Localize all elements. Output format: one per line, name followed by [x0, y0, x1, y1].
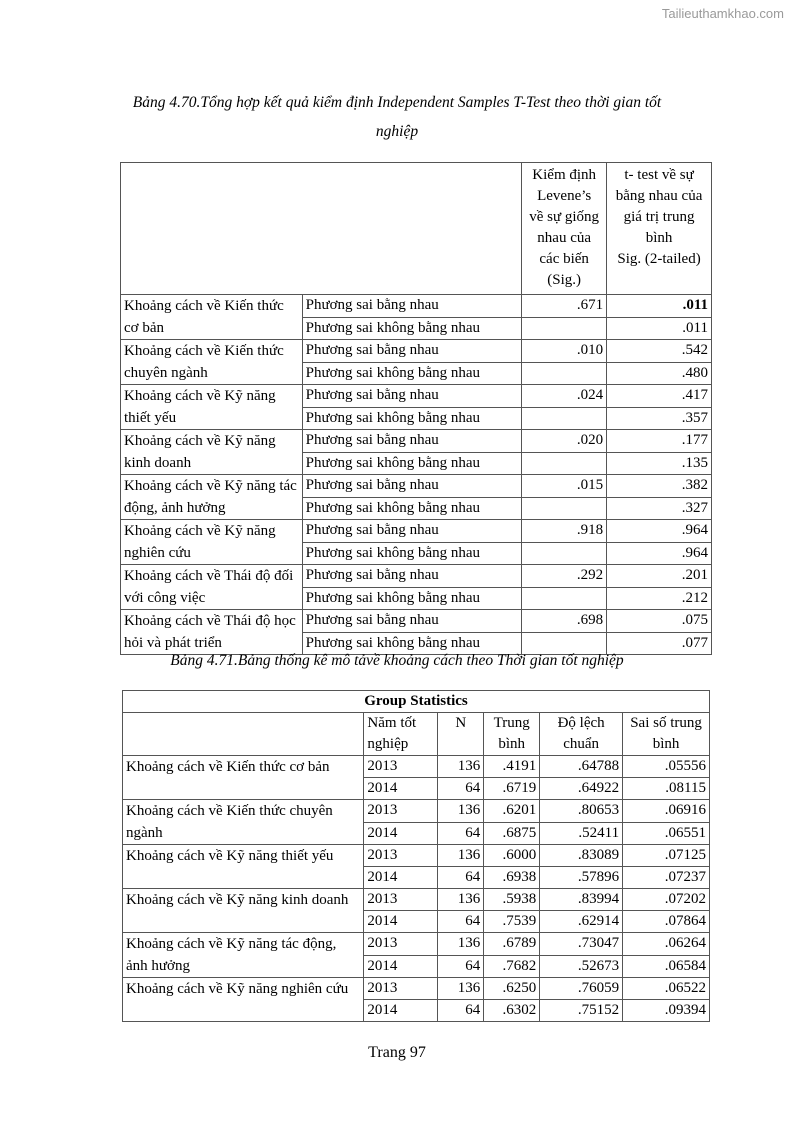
- std-error: .08115: [623, 778, 710, 800]
- header-ttest: [607, 163, 712, 295]
- graduation-year: 2013: [364, 978, 438, 1000]
- column-header: N: [438, 713, 484, 756]
- std-error: .07202: [623, 889, 710, 911]
- ttest-sig: .177: [607, 430, 712, 453]
- table-header-row: [121, 163, 712, 295]
- ttest-sig: .382: [607, 475, 712, 498]
- header-line: t- test về sự: [624, 167, 694, 183]
- graduation-year: 2013: [364, 845, 438, 867]
- group-statistics-title: Group Statistics: [123, 691, 710, 713]
- row-label: Khoảng cách về Thái độ đối với công việc: [121, 565, 303, 610]
- mean: .6938: [484, 867, 540, 889]
- variance-type: Phương sai không bằng nhau: [302, 362, 522, 385]
- row-label: Khoảng cách về Kỹ năng nghiên cứu: [121, 520, 303, 565]
- table-row: [123, 889, 710, 911]
- page-number: Trang 97: [368, 1044, 426, 1061]
- header-line: về sự giống: [529, 209, 600, 225]
- levene-sig: .292: [522, 565, 607, 588]
- table-row: [121, 565, 712, 588]
- row-label: Khoảng cách về Kỹ năng thiết yếu: [123, 845, 364, 889]
- row-label: Khoảng cách về Kiến thức cơ bản: [121, 295, 303, 340]
- std-deviation: .83089: [540, 845, 623, 867]
- header-empty-cell: [121, 163, 522, 295]
- table-row: [123, 978, 710, 1000]
- ttest-sig: .480: [607, 362, 712, 385]
- variance-type: Phương sai bằng nhau: [302, 475, 522, 498]
- group-statistics-table: [122, 690, 710, 1022]
- n-count: 136: [438, 889, 484, 911]
- levene-sig: [522, 362, 607, 385]
- ttest-sig: .542: [607, 340, 712, 363]
- std-deviation: .75152: [540, 1000, 623, 1022]
- header-line: (Sig.): [547, 272, 582, 288]
- std-error: .07237: [623, 867, 710, 889]
- column-header: Độ lệch chuẩn: [540, 713, 623, 756]
- levene-sig: [522, 407, 607, 430]
- variance-type: Phương sai bằng nhau: [302, 610, 522, 633]
- column-header: Trung bình: [484, 713, 540, 756]
- std-deviation: .52411: [540, 822, 623, 845]
- graduation-year: 2014: [364, 778, 438, 800]
- std-error: .06522: [623, 978, 710, 1000]
- variance-type: Phương sai không bằng nhau: [302, 587, 522, 610]
- header-line: các biến: [539, 251, 589, 267]
- variance-type: Phương sai không bằng nhau: [302, 632, 522, 655]
- header-line: Sig. (2-tailed): [617, 251, 701, 267]
- n-count: 136: [438, 978, 484, 1000]
- column-header: Sai số trung bình: [623, 713, 710, 756]
- std-deviation: .80653: [540, 800, 623, 823]
- table-row: [123, 933, 710, 956]
- ttest-sig: .135: [607, 452, 712, 475]
- table-row: [121, 610, 712, 633]
- std-deviation: .64788: [540, 756, 623, 778]
- std-deviation: .83994: [540, 889, 623, 911]
- table-caption-4-70: Bảng 4.70.Tổng hợp kết quả kiểm định Independent Samples T-Test theo thời gian tốt: [132, 94, 662, 111]
- header-line: bình: [645, 230, 673, 246]
- levene-sig: .671: [522, 295, 607, 318]
- ttest-sig: .357: [607, 407, 712, 430]
- n-count: 64: [438, 822, 484, 845]
- variance-type: Phương sai không bằng nhau: [302, 407, 522, 430]
- n-count: 64: [438, 955, 484, 978]
- ttest-sig: .011: [607, 295, 712, 318]
- std-error: .06916: [623, 800, 710, 823]
- ttest-sig: .964: [607, 542, 712, 565]
- mean: .4191: [484, 756, 540, 778]
- table-row: [123, 800, 710, 823]
- levene-sig: [522, 452, 607, 475]
- row-label: Khoảng cách về Kiến thức chuyên ngành: [123, 800, 364, 845]
- variance-type: Phương sai bằng nhau: [302, 430, 522, 453]
- mean: .7539: [484, 911, 540, 933]
- header-line: Levene’s: [537, 188, 592, 204]
- std-error: .05556: [623, 756, 710, 778]
- row-label: Khoảng cách về Thái độ học hỏi và phát triển: [121, 610, 303, 655]
- table-row: [121, 475, 712, 498]
- ttest-sig: .075: [607, 610, 712, 633]
- variance-type: Phương sai bằng nhau: [302, 385, 522, 408]
- graduation-year: 2014: [364, 867, 438, 889]
- n-count: 64: [438, 1000, 484, 1022]
- n-count: 64: [438, 778, 484, 800]
- graduation-year: 2014: [364, 955, 438, 978]
- levene-sig: [522, 587, 607, 610]
- variance-type: Phương sai bằng nhau: [302, 295, 522, 318]
- graduation-year: 2014: [364, 822, 438, 845]
- header-line: giá trị trung: [623, 209, 695, 225]
- levene-sig: [522, 542, 607, 565]
- ttest-sig: .011: [607, 317, 712, 340]
- ttest-sig: .417: [607, 385, 712, 408]
- std-error: .06551: [623, 822, 710, 845]
- variance-type: Phương sai bằng nhau: [302, 340, 522, 363]
- graduation-year: 2013: [364, 889, 438, 911]
- levene-sig: [522, 317, 607, 340]
- table-row: [121, 520, 712, 543]
- levene-sig: .918: [522, 520, 607, 543]
- n-count: 136: [438, 933, 484, 956]
- graduation-year: 2013: [364, 800, 438, 823]
- levene-sig: .015: [522, 475, 607, 498]
- row-label: Khoảng cách về Kiến thức chuyên ngành: [121, 340, 303, 385]
- mean: .6789: [484, 933, 540, 956]
- ttest-sig: .964: [607, 520, 712, 543]
- mean: .6201: [484, 800, 540, 823]
- n-count: 136: [438, 845, 484, 867]
- levene-sig: .020: [522, 430, 607, 453]
- mean: .6000: [484, 845, 540, 867]
- std-deviation: .62914: [540, 911, 623, 933]
- row-label: Khoảng cách về Kỹ năng tác động, ảnh hưởng: [123, 933, 364, 978]
- table-row: [121, 385, 712, 408]
- n-count: 136: [438, 756, 484, 778]
- levene-sig: .698: [522, 610, 607, 633]
- row-label: Khoảng cách về Kỹ năng kinh doanh: [121, 430, 303, 475]
- ttest-sig: .212: [607, 587, 712, 610]
- watermark: Tailieuthamkhao.com: [661, 6, 784, 21]
- header-levene: [522, 163, 607, 295]
- variance-type: Phương sai không bằng nhau: [302, 452, 522, 475]
- header-empty-cell: [123, 713, 364, 756]
- std-error: .07864: [623, 911, 710, 933]
- table-caption-4-70-cont: nghiệp: [375, 123, 419, 140]
- ttest-sig: .077: [607, 632, 712, 655]
- mean: .6250: [484, 978, 540, 1000]
- std-error: .06584: [623, 955, 710, 978]
- mean: .6719: [484, 778, 540, 800]
- row-label: Khoảng cách về Kỹ năng nghiên cứu: [123, 978, 364, 1022]
- n-count: 64: [438, 867, 484, 889]
- std-deviation: .57896: [540, 867, 623, 889]
- mean: .6875: [484, 822, 540, 845]
- row-label: Khoảng cách về Kỹ năng tác động, ảnh hưởng: [121, 475, 303, 520]
- std-error: .07125: [623, 845, 710, 867]
- table-row: [121, 430, 712, 453]
- header-line: bằng nhau của: [615, 188, 703, 204]
- header-line: nhau của: [537, 230, 592, 246]
- std-deviation: .73047: [540, 933, 623, 956]
- row-label: Khoảng cách về Kỹ năng thiết yếu: [121, 385, 303, 430]
- t-test-summary-table: [120, 162, 712, 655]
- column-header: Năm tốt nghiệp: [364, 713, 438, 756]
- table-row: [123, 845, 710, 867]
- ttest-sig: .201: [607, 565, 712, 588]
- ttest-sig: .327: [607, 497, 712, 520]
- n-count: 136: [438, 800, 484, 823]
- variance-type: Phương sai không bằng nhau: [302, 542, 522, 565]
- mean: .7682: [484, 955, 540, 978]
- mean: .5938: [484, 889, 540, 911]
- table-row: [121, 340, 712, 363]
- graduation-year: 2013: [364, 756, 438, 778]
- table-caption-4-71: Bảng 4.71.Bảng thống kê mô tảvề khoảng cách theo Thời gian tốt nghiệp: [170, 652, 624, 669]
- variance-type: Phương sai bằng nhau: [302, 565, 522, 588]
- table-row: [121, 295, 712, 318]
- row-label: Khoảng cách về Kiến thức cơ bản: [123, 756, 364, 800]
- variance-type: Phương sai bằng nhau: [302, 520, 522, 543]
- n-count: 64: [438, 911, 484, 933]
- std-deviation: .64922: [540, 778, 623, 800]
- std-error: .09394: [623, 1000, 710, 1022]
- graduation-year: 2014: [364, 911, 438, 933]
- table-row: [123, 756, 710, 778]
- levene-sig: [522, 497, 607, 520]
- levene-sig: .010: [522, 340, 607, 363]
- levene-sig: .024: [522, 385, 607, 408]
- variance-type: Phương sai không bằng nhau: [302, 497, 522, 520]
- graduation-year: 2014: [364, 1000, 438, 1022]
- variance-type: Phương sai không bằng nhau: [302, 317, 522, 340]
- std-deviation: .52673: [540, 955, 623, 978]
- std-deviation: .76059: [540, 978, 623, 1000]
- std-error: .06264: [623, 933, 710, 956]
- header-line: Kiểm định: [532, 167, 597, 183]
- graduation-year: 2013: [364, 933, 438, 956]
- row-label: Khoảng cách về Kỹ năng kinh doanh: [123, 889, 364, 933]
- mean: .6302: [484, 1000, 540, 1022]
